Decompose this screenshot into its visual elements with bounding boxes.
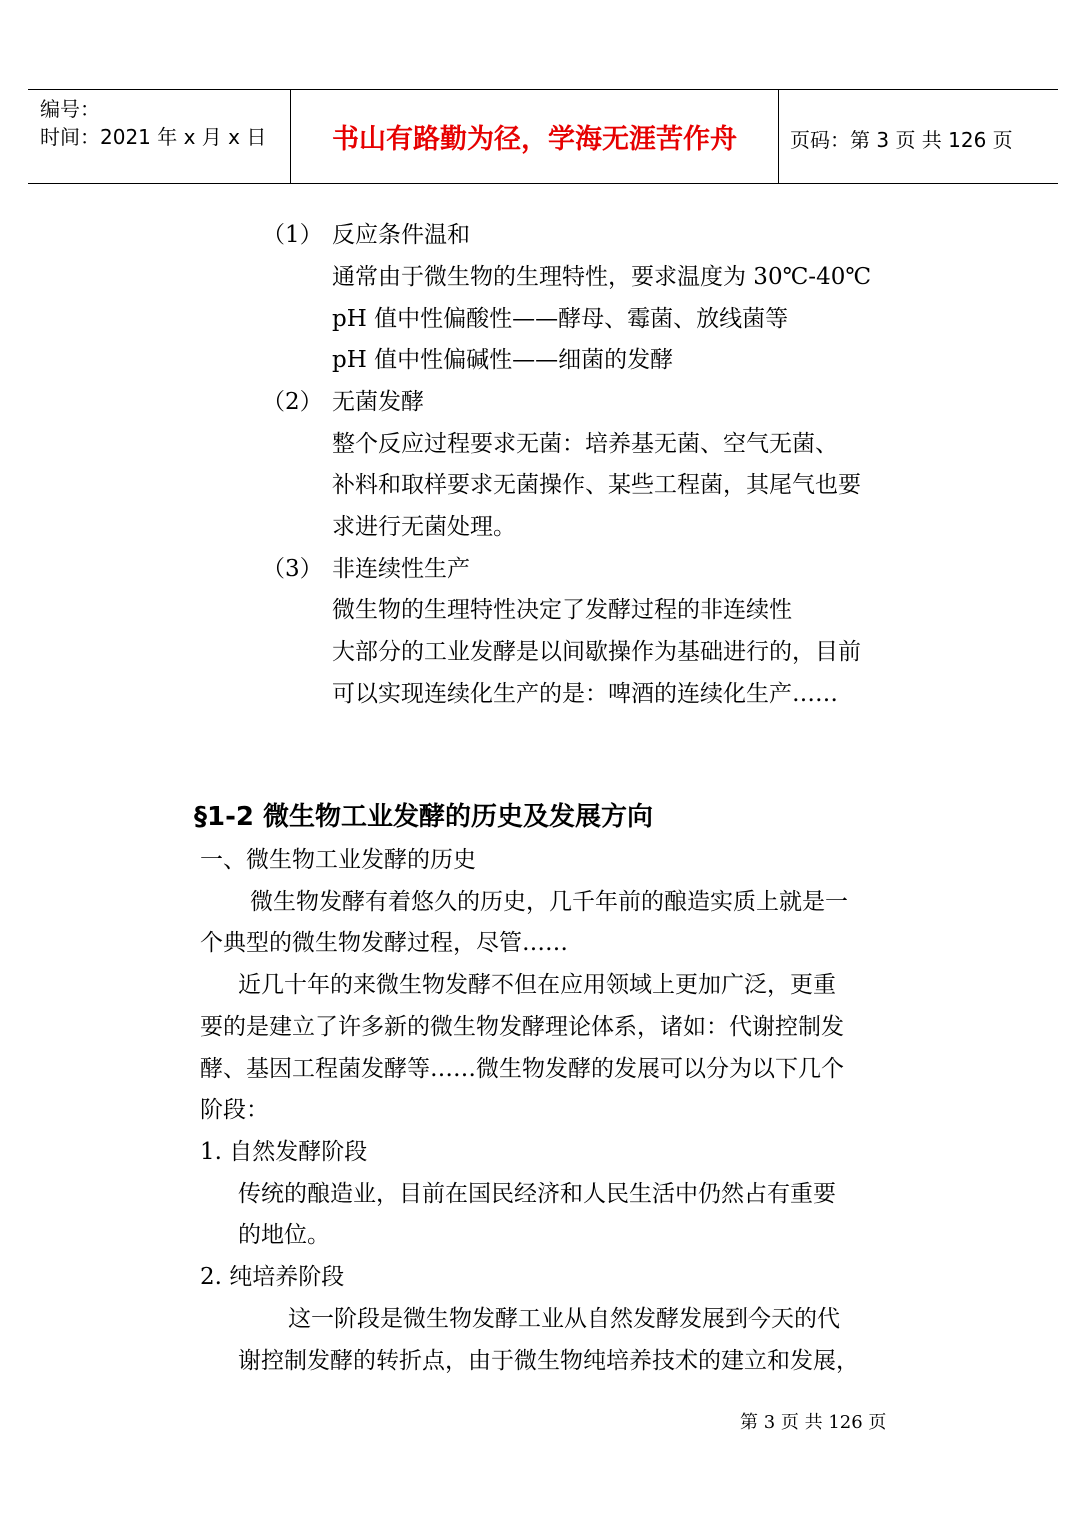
item3-title: 非连续性生产 [332, 556, 470, 582]
header-page-number: 页码：第 3 页 共 126 页 [790, 128, 1013, 152]
item2-line: 求进行无菌处理。 [332, 514, 516, 540]
document-number-label: 编号： [40, 97, 100, 121]
document-time-label: 时间：2021 年 x 月 x 日 [40, 125, 267, 149]
sub-heading: 一、微生物工业发酵的历史 [200, 847, 476, 873]
item2-title: 无菌发酵 [332, 389, 424, 415]
stage2-line: 谢控制发酵的转折点，由于微生物纯培养技术的建立和发展， [238, 1348, 859, 1374]
paragraph-line: 近几十年的来微生物发酵不但在应用领域上更加广泛，更重 [238, 972, 836, 998]
header-middle-cell [290, 90, 779, 183]
page-footer: 第 3 页 共 126 页 [740, 1412, 887, 1433]
paragraph-line: 个典型的微生物发酵过程，尽管…… [200, 930, 568, 956]
item2-number: （2） [262, 389, 323, 415]
paragraph-line: 微生物发酵有着悠久的历史，几千年前的酿造实质上就是一 [250, 889, 848, 915]
paragraph-line: 阶段： [200, 1097, 269, 1123]
header-motto: 书山有路勤为径，学海无涯苦作舟 [332, 124, 737, 155]
section-heading: §1-2 微生物工业发酵的历史及发展方向 [194, 802, 654, 832]
item1-title: 反应条件温和 [332, 222, 470, 248]
item1-number: （1） [262, 222, 323, 248]
stage1-line: 的地位。 [238, 1222, 330, 1248]
item2-line: 补料和取样要求无菌操作、某些工程菌，其尾气也要 [332, 472, 861, 498]
stage1-title: 1. 自然发酵阶段 [200, 1139, 368, 1165]
stage1-line: 传统的酿造业，目前在国民经济和人民生活中仍然占有重要 [238, 1181, 836, 1207]
item2-line: 整个反应过程要求无菌：培养基无菌、空气无菌、 [332, 431, 838, 457]
item1-line: pH 值中性偏酸性——酵母、霉菌、放线菌等 [332, 306, 789, 332]
paragraph-line: 酵、基因工程菌发酵等……微生物发酵的发展可以分为以下几个 [200, 1056, 844, 1082]
item3-line: 可以实现连续化生产的是：啤酒的连续化生产…… [332, 681, 838, 707]
item1-line: 通常由于微生物的生理特性，要求温度为 30℃-40℃ [332, 264, 872, 290]
item3-line: 微生物的生理特性决定了发酵过程的非连续性 [332, 597, 792, 623]
page-header [28, 89, 1058, 184]
item3-line: 大部分的工业发酵是以间歇操作为基础进行的，目前 [332, 639, 861, 665]
header-left-cell [28, 90, 290, 183]
item3-number: （3） [262, 556, 323, 582]
header-right-cell [778, 90, 1058, 183]
paragraph-line: 要的是建立了许多新的微生物发酵理论体系，诸如：代谢控制发 [200, 1014, 844, 1040]
item1-line: pH 值中性偏碱性——细菌的发酵 [332, 347, 674, 373]
stage2-title: 2. 纯培养阶段 [200, 1264, 345, 1290]
stage2-line: 这一阶段是微生物发酵工业从自然发酵发展到今天的代 [288, 1306, 840, 1332]
